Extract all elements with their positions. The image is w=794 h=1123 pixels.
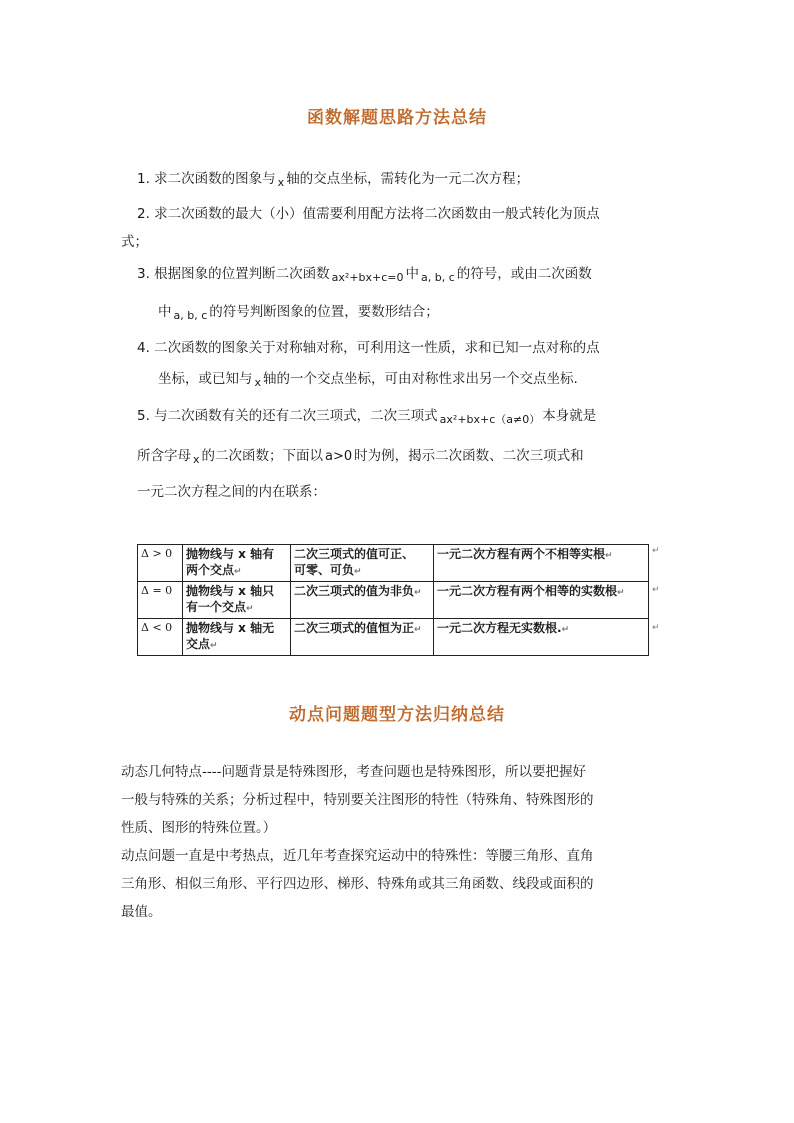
paragraph-mark-icon: ↵ <box>210 641 218 651</box>
relation-table <box>137 544 649 656</box>
math-x: x <box>277 176 285 189</box>
list-item-3-cont: 中 $_{a, b, c}$ 的符号判断图象的位置，要数形结合； <box>158 304 439 322</box>
table-row <box>138 582 649 619</box>
paragraph-mark-icon: ↵ <box>652 585 660 595</box>
trinomial-cell: 二次三项式的值恒为正↵ <box>291 619 434 656</box>
section-title: 函数解题思路方法总结 <box>307 108 487 128</box>
paragraph-mark-icon: ↵ <box>652 623 660 633</box>
math-abc: a, b, c <box>173 309 208 322</box>
list-item-5: 5. 与二次函数有关的还有二次三项式，二次三项式 $_{ax^2+bx+c(a\ne 0)}$ 本身就是 <box>137 408 597 426</box>
list-item-5-cont2: 一元二次方程之间的内在联系： <box>137 484 326 500</box>
math-equation: ax²+bx+c=0 <box>331 271 404 284</box>
equation-cell: 一元二次方程有两个不相等实根↵ <box>434 545 649 582</box>
parabola-cell: 抛物线与 x 轴只 有一个交点↵ <box>183 582 291 619</box>
paragraph-mark-icon: ↵ <box>414 625 422 635</box>
trinomial-cell: 二次三项式的值可正、 可零、可负↵ <box>291 545 434 582</box>
paragraph-mark-icon: ↵ <box>561 625 570 635</box>
math-abc: a, b, c <box>421 271 455 284</box>
paragraph-mark-icon: ↵ <box>605 551 613 561</box>
parabola-cell: 抛物线与 x 轴有 两个交点↵ <box>183 545 291 582</box>
section-title: 动点问题题型方法归纳总结 <box>289 705 505 725</box>
paragraph-mark-icon: ↵ <box>652 546 660 556</box>
equation-cell: 一元二次方程无实数根.↵ <box>434 619 649 656</box>
paragraph-mark-icon: ↵ <box>354 567 362 577</box>
delta-cell: Δ = 0 <box>138 582 183 619</box>
math-x: x <box>193 453 200 466</box>
list-item-4-cont: 坐标，或已知与 $_x$ 轴的一个交点坐标，可由对称性求出另一个交点坐标. <box>158 371 578 389</box>
paragraph-mark-icon: ↵ <box>234 567 242 577</box>
paragraph: 动态几何特点----问题背景是特殊图形，考查问题也是特殊图形，所以要把握好 一般与特殊的关系；分析过程中，特别要关注图形的特性（特殊角、特殊图形的 性质、图形的特殊位置。） 动点问题一直是中考热点，近几年考查探究运动中的特殊性：等腰三角形、直角 三角形、相似三角形、平行四边形、梯形、特殊角或其三角函数、线段或面积的 最值。 <box>121 764 594 920</box>
table-row <box>138 545 649 582</box>
paragraph-mark-icon: ↵ <box>246 604 254 614</box>
paragraph-mark-icon: ↵ <box>414 588 422 598</box>
list-item-1: 1. 求二次函数的图象与 $_x$ 轴的交点坐标，需转化为一元二次方程； <box>137 171 530 189</box>
equation-cell: 一元二次方程有两个相等的实数根↵ <box>434 582 649 619</box>
trinomial-cell: 二次三项式的值为非负↵ <box>291 582 434 619</box>
math-expression: ax²+bx+c（a≠0） <box>439 413 541 426</box>
list-item-2-cont: 式； <box>121 234 148 250</box>
table-row <box>138 619 649 656</box>
list-item-4: 4. 二次函数的图象关于对称轴对称，可利用这一性质，求和已知一点对称的点 <box>137 340 600 356</box>
list-item-5-cont: 所含字母 $_x$ 的二次函数；下面以 a>0 时为例，揭示二次函数、二次三项式和 <box>137 448 584 466</box>
paragraph-mark-icon: ↵ <box>617 588 625 598</box>
math-x: x <box>254 376 262 389</box>
delta-cell: Δ < 0 <box>138 619 183 656</box>
parabola-cell: 抛物线与 x 轴无 交点↵ <box>183 619 291 656</box>
delta-cell: Δ > 0 <box>138 545 183 582</box>
list-item-2: 2. 求二次函数的最大（小）值需要利用配方法将二次函数由一般式转化为顶点 <box>137 206 600 222</box>
list-item-3: 3. 根据图象的位置判断二次函数 $_{ax^2+bx+c=0}$ 中 $_{a, b, c}$ 的符号，或由二次函数 <box>137 266 592 284</box>
math-condition: a>0 <box>325 449 353 464</box>
